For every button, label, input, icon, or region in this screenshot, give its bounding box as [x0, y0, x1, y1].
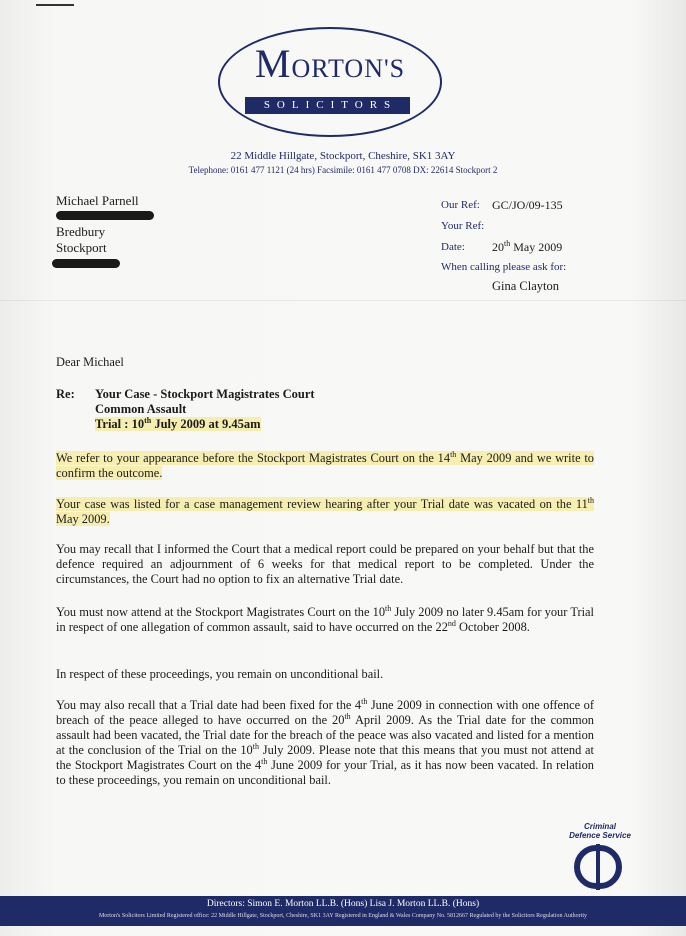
- paragraph-3: You may recall that I informed the Court that a medical report could be prepared on your behalf but that the defence required an adjournment of 6 weeks for that medical report to be completed. Under the circumstances, the Court had no option to fix an alternative Trial date.: [56, 542, 594, 586]
- your-ref-label: Your Ref:: [441, 220, 485, 232]
- re-case: Your Case - Stockport Magistrates Court: [95, 387, 315, 401]
- paragraph-2: Your case was listed for a case management review hearing after your Trial date was vacated on the 11th May 2009.: [56, 495, 594, 526]
- firm-name-rest: ORTON'S: [291, 54, 406, 83]
- re-label: Re:: [56, 387, 75, 401]
- letter-footer: [0, 896, 686, 926]
- fold-line: [0, 300, 686, 301]
- redacted-postcode: [52, 259, 120, 268]
- footer-registered: Morton's Solicitors Limited Registered office: 22 Middle Hillgate, Stockport, Cheshire, SK1 3AY Registered in England & Wales Company No. 5812667 Regulated by the Solicitors Regulation Authority: [98, 913, 588, 919]
- scan-mark: [36, 4, 74, 6]
- firm-address: 22 Middle Hillgate, Stockport, Cheshire, SK1 3AY: [230, 150, 456, 162]
- footer-directors: Directors: Simon E. Morton LL.B. (Hons) Lisa J. Morton LL.B. (Hons): [206, 899, 480, 909]
- firm-name: [218, 40, 442, 87]
- firm-name-initial: M: [254, 41, 292, 86]
- contact-name: Gina Clayton: [492, 279, 560, 293]
- paragraph-1: We refer to your appearance before the Stockport Magistrates Court on the 14th May 2009 and we write to confirm the outcome.: [56, 449, 594, 480]
- recipient-city: Stockport: [56, 240, 107, 255]
- paragraph-5: In respect of these proceedings, you remain on unconditional bail.: [56, 667, 384, 681]
- cds-logo-icon: [570, 842, 626, 892]
- our-ref-value: GC/JO/09-135: [492, 198, 563, 212]
- re-offence: Common Assault: [95, 402, 187, 416]
- recipient-name: Michael Parnell: [56, 193, 139, 208]
- paragraph-4: You must now attend at the Stockport Magistrates Court on the 10th July 2009 no later 9.45am for your Trial in respect of one allegation of common assault, said to have occurred on the 22nd October 2008.: [56, 603, 594, 634]
- redacted-street: [56, 211, 154, 220]
- salutation: Dear Michael: [56, 355, 124, 369]
- our-ref-label: Our Ref:: [441, 199, 480, 211]
- re-trial: Trial : 10th July 2009 at 9.45am: [95, 415, 261, 431]
- firm-subtitle: SOLICITORS: [245, 97, 410, 114]
- cds-logo-text: Criminal Defence Service: [569, 822, 631, 840]
- calling-label: When calling please ask for:: [441, 261, 567, 273]
- paragraph-6: You may also recall that a Trial date had been fixed for the 4th June 2009 in connection with one offence of breach of the peace alleged to have occurred on the 20th April 2009. As the Trial date for the common assault had been vacated, the Trial date for the breach of the peace was also vacated and listed for a mention at the conclusion of the Trial on the 10th July 2009. Please note that this means that you must not attend at the Stockport Magistrates Court on the 4th June 2009 for your Trial, as it has now been vacated. In relation to these proceedings, you remain on unconditional bail.: [56, 696, 594, 787]
- recipient-town: Bredbury: [56, 224, 106, 239]
- date-label: Date:: [441, 241, 465, 253]
- firm-contact: Telephone: 0161 477 1121 (24 hrs) Facsimile: 0161 477 0708 DX: 22614 Stockport 2: [188, 165, 498, 175]
- letter-date: 20th May 2009: [492, 239, 563, 254]
